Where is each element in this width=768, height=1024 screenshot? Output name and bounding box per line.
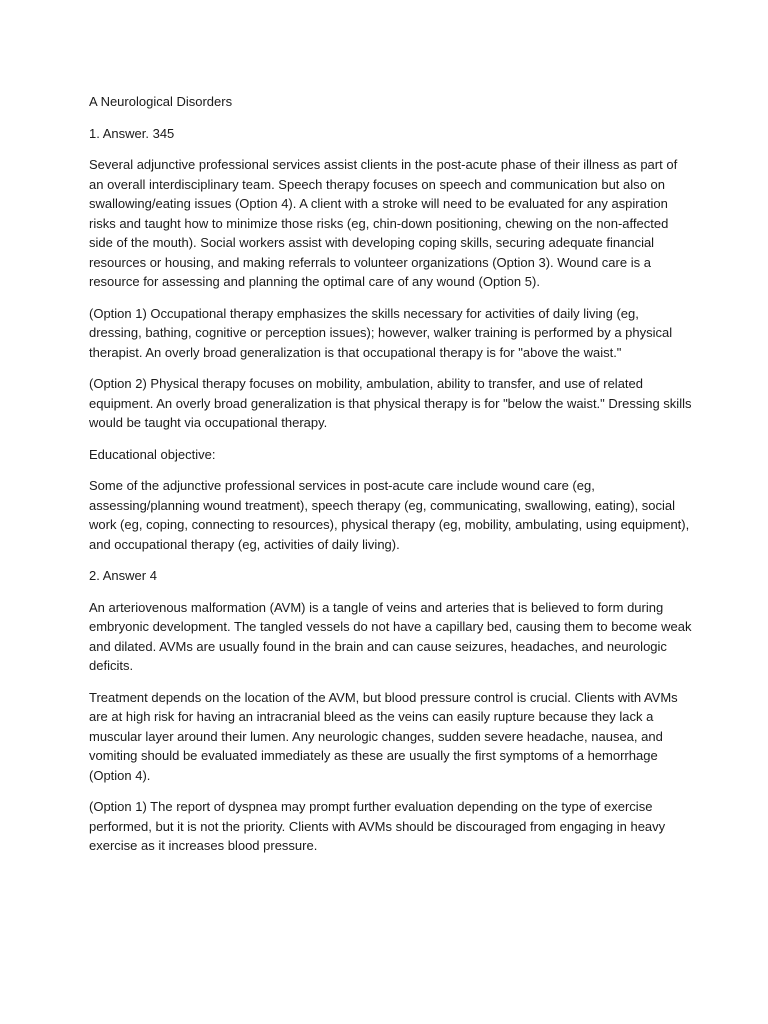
answer-section-2	[89, 566, 692, 856]
rationale-paragraph: Several adjunctive professional services assist clients in the post-acute phase of their illness as part of an overall interdisciplinary team. Speech therapy focuses on speech and communication but also on swallowing/eating issues (Option 4). A client with a stroke will need to be evaluated for any aspiration risks and taught how to minimize those risks (eg, chin-down positioning, chewing on the non-affected side of the mouth). Social workers assist with developing coping skills, securing adequate financial resources or housing, and making referrals to volunteer organizations (Option 3). Wound care is a resource for assessing and planning the optimal care of any wound (Option 5).	[89, 157, 678, 289]
answer-heading-2: 2. Answer 4	[89, 568, 157, 583]
avm-definition-paragraph: An arteriovenous malformation (AVM) is a tangle of veins and arteries that is believed to form during embryonic development. The tangled vessels do not have a capillary bed, causing them to become weak and dilated. AVMs are usually found in the brain and can cause seizures, headaches, and neurologic deficits.	[89, 599, 692, 673]
educational-objective-label: Educational objective:	[89, 446, 216, 462]
answer-heading-1: 1. Answer. 345	[89, 125, 175, 141]
avm-treatment-paragraph: Treatment depends on the location of the AVM, but blood pressure control is crucial. Clients with AVMs are at high risk for having an intracranial bleed as the veins can easily rupture because they lack a muscular layer around their lumen. Any neurologic changes, sudden severe headache, nausea, and vomiting should be evaluated immediately as these are usually the first symptoms of a hemorrhage (Option 4).	[89, 689, 678, 783]
document-title: A Neurological Disorders	[89, 94, 233, 109]
answer-section-1	[89, 124, 692, 555]
option-2-rationale: (Option 2) Physical therapy focuses on mobility, ambulation, ability to transfer, and use of related equipment. An overly broad generalization is that physical therapy is for "below the waist." Dressing skills would be taught via occupational therapy.	[89, 376, 692, 430]
educational-objective-text: Some of the adjunctive professional services in post-acute care include wound care (eg, assessing/planning wound treatment), speech therapy (eg, communicating, swallowing, eating), social work (eg, coping, connecting to resources), physical therapy (eg, mobility, ambulating, using equipment), and occupational therapy (eg, activities of daily living).	[89, 478, 690, 552]
option-1-rationale: (Option 1) The report of dyspnea may prompt further evaluation depending on the type of exercise performed, but it is not the priority. Clients with AVMs should be discouraged from engaging in heavy exercise as it increases blood pressure.	[89, 799, 666, 853]
option-1-rationale: (Option 1) Occupational therapy emphasizes the skills necessary for activities of daily living (eg, dressing, bathing, cognitive or perception issues); however, walker training is performed by a physical therapist. An overly broad generalization is that occupational therapy is for "above the waist."	[89, 305, 673, 360]
